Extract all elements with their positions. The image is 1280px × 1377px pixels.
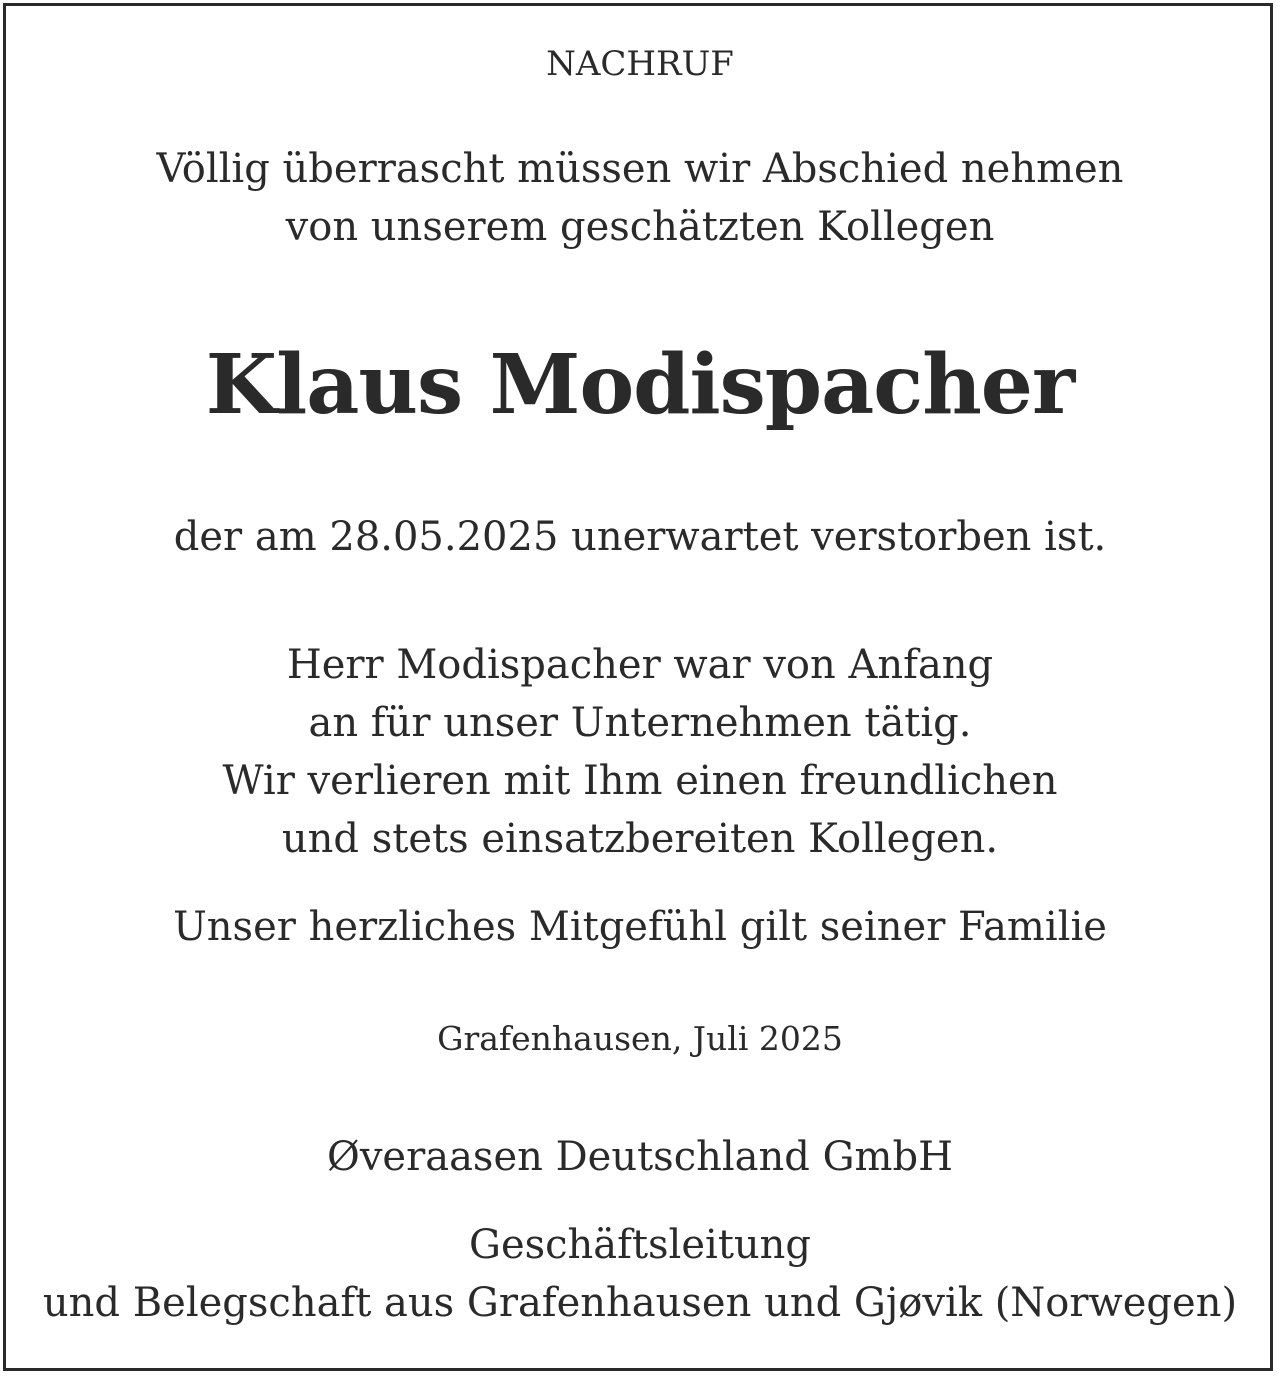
intro-line: Völlig überrascht müssen wir Abschied nehmen	[156, 146, 1124, 192]
intro-line: von unserem geschätzten Kollegen	[285, 204, 995, 250]
management-line: Geschäftsleitung	[468, 1222, 812, 1268]
sympathy-line: Unser herzliches Mitgefühl gilt seiner Familie	[173, 904, 1107, 950]
obituary-heading: NACHRUF	[546, 44, 734, 84]
tribute-line: an für unser Unternehmen tätig.	[308, 700, 972, 746]
staff-line: und Belegschaft aus Grafenhausen und Gjøvik (Norwegen)	[42, 1280, 1238, 1326]
deceased-name: Klaus Modispacher	[205, 337, 1075, 433]
tribute-line: und stets einsatzbereiten Kollegen.	[281, 816, 999, 862]
death-date-line: der am 28.05.2025 unerwartet verstorben ist.	[173, 514, 1107, 560]
tribute-line: Herr Modispacher war von Anfang	[286, 642, 994, 688]
place-date: Grafenhausen, Juli 2025	[437, 1019, 843, 1058]
company-name: Øveraasen Deutschland GmbH	[327, 1134, 953, 1180]
tribute-text	[0, 636, 1280, 868]
tribute-line: Wir verlieren mit Ihm einen freundlichen	[222, 758, 1058, 804]
intro-text	[0, 140, 1280, 256]
